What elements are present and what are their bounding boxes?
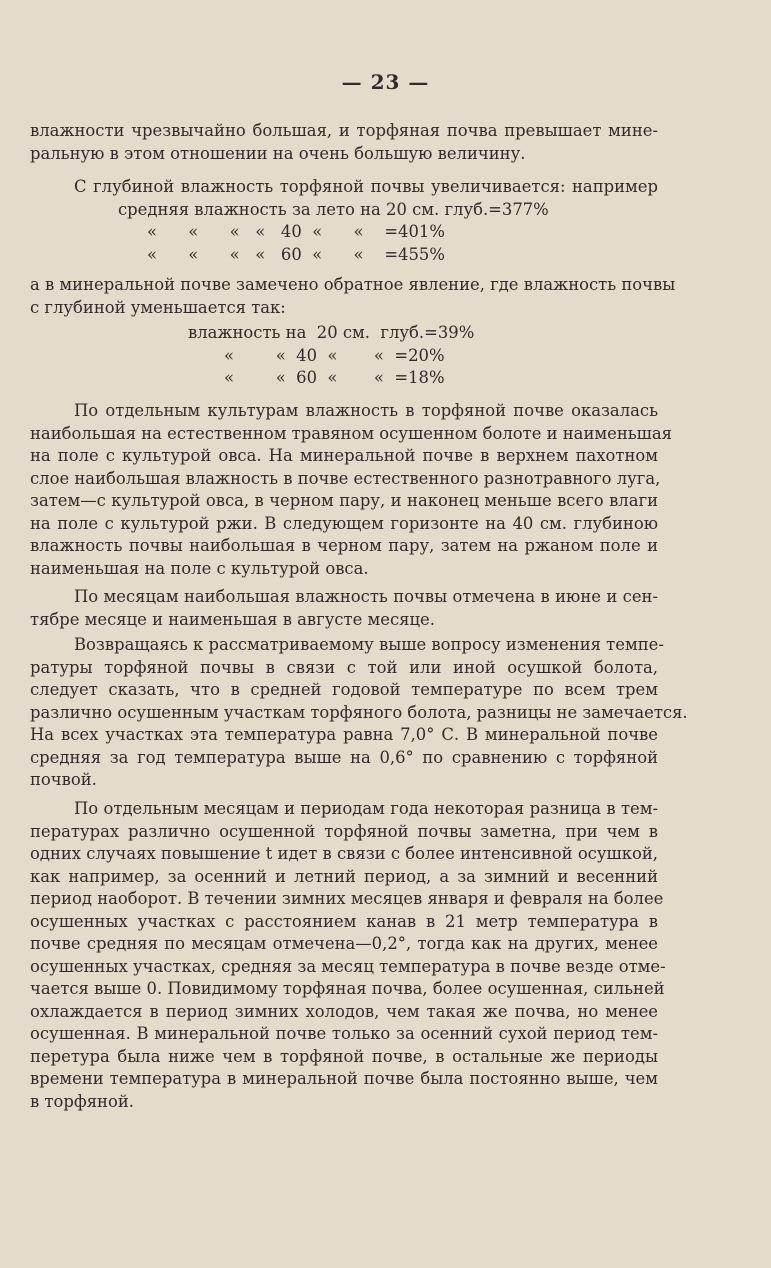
text-line: наименьшая на поле с культурой овса.: [30, 558, 369, 578]
paragraph-7: [30, 798, 666, 1113]
paragraph-3: [30, 274, 676, 319]
paragraph-5: [30, 586, 658, 631]
text-line: ральную в этом отношении на очень большую величину.: [30, 143, 526, 163]
paragraph-1: [30, 120, 658, 165]
paragraph-6: [30, 634, 688, 792]
text-line: влажность почвы наибольшая в черном пару, затем на ржаном поле и: [30, 536, 658, 555]
text-line: с глубиной уменьшается так:: [30, 297, 286, 317]
text-line: а в минеральной почве замечено обратное явление, где влажность почвы: [30, 275, 676, 294]
text-line: тябре месяце и наименьшая в августе месяце.: [30, 609, 435, 629]
moisture-table-mineral: [188, 322, 474, 390]
table-row: « « 60 « « =18%: [224, 368, 445, 387]
text-line: По месяцам наибольшая влажность почвы отмечена в июне и сен-: [74, 587, 658, 606]
text-line: перетура была ниже чем в торфяной почве, в остальные же периоды: [30, 1046, 658, 1066]
text-line: следует сказать, что в средней годовой температуре по всем трем: [30, 680, 658, 699]
table-row: « « 40 « « =20%: [224, 345, 445, 365]
text-line: ратуры торфяной почвы в связи с той или иной осушкой болота,: [30, 657, 658, 677]
text-line: Возвращаясь к рассматриваемому выше вопросу изменения темпе-: [74, 635, 664, 654]
text-line: одних случаях повышение t идет в связи с более интенсивной осушкой,: [30, 844, 658, 863]
text-line: слое наибольшая влажность в почве естественного разнотравного луга,: [30, 468, 661, 488]
moisture-table-peat: [147, 221, 445, 266]
text-line: осушенных участках с расстоянием канав в 21 метр температура в: [30, 911, 658, 931]
text-line: осушенная. В минеральной почве только за осенний сухой период тем-: [30, 1024, 658, 1043]
paragraph-4: [30, 400, 673, 580]
text-line: средняя влажность за лето на 20 см. глуб.=377%: [118, 199, 549, 219]
text-line: чается выше 0. Повидимому торфяная почва, более осушенная, сильней: [30, 979, 665, 998]
text-line: По отдельным месяцам и периодам года некоторая разница в тем-: [74, 799, 658, 818]
text-line: времени температура в минеральной почве была постоянно выше, чем: [30, 1069, 658, 1088]
text-line: на поле с культурой ржи. В следующем горизонте на 40 см. глубиною: [30, 513, 658, 533]
text-line: средняя за год температура выше на 0,6° по сравнению с торфяной: [30, 747, 658, 767]
text-line: как например, за осенний и летний период, а за зимний и весенний: [30, 866, 658, 886]
text-line: почве средняя по месяцам отмечена—0,2°, тогда как на других, менее: [30, 934, 658, 953]
text-line: период наоборот. В течении зимних месяцев января и февраля на более: [30, 889, 664, 908]
paragraph-2: [30, 176, 658, 221]
text-line: в торфяной.: [30, 1091, 134, 1111]
text-line: почвой.: [30, 770, 97, 789]
table-row: « « « « 60 « « =455%: [147, 244, 445, 264]
text-line: наибольшая на естественном травяном осушенном болоте и наименьшая: [30, 423, 673, 443]
text-line: различно осушенным участкам торфяного болота, разницы не замечается.: [30, 702, 688, 722]
text-line: По отдельным культурам влажность в торфяной почве оказалась: [74, 401, 658, 420]
text-line: пературах различно осушенной торфяной почвы заметна, при чем в: [30, 821, 658, 841]
text-line: охлаждается в период зимних холодов, чем такая же почва, но менее: [30, 1001, 658, 1021]
text-line: На всех участках эта температура равна 7,0° С. В минеральной почве: [30, 725, 658, 744]
text-line: затем—с культурой овса, в черном пару, и наконец меньше всего влаги: [30, 491, 658, 510]
text-line: С глубиной влажность торфяной почвы увеличивается: например: [74, 177, 658, 196]
table-row: влажность на 20 см. глуб.=39%: [188, 323, 475, 342]
page-number: — 23 —: [341, 70, 430, 94]
text-line: влажности чрезвычайно большая, и торфяная почва превышает мине-: [30, 121, 658, 140]
text-line: осушенных участках, средняя за месяц температура в почве везде отме-: [30, 956, 666, 976]
table-row: « « « « 40 « « =401%: [147, 222, 445, 241]
text-line: на поле с культурой овса. На минеральной почве в верхнем пахотном: [30, 446, 658, 465]
